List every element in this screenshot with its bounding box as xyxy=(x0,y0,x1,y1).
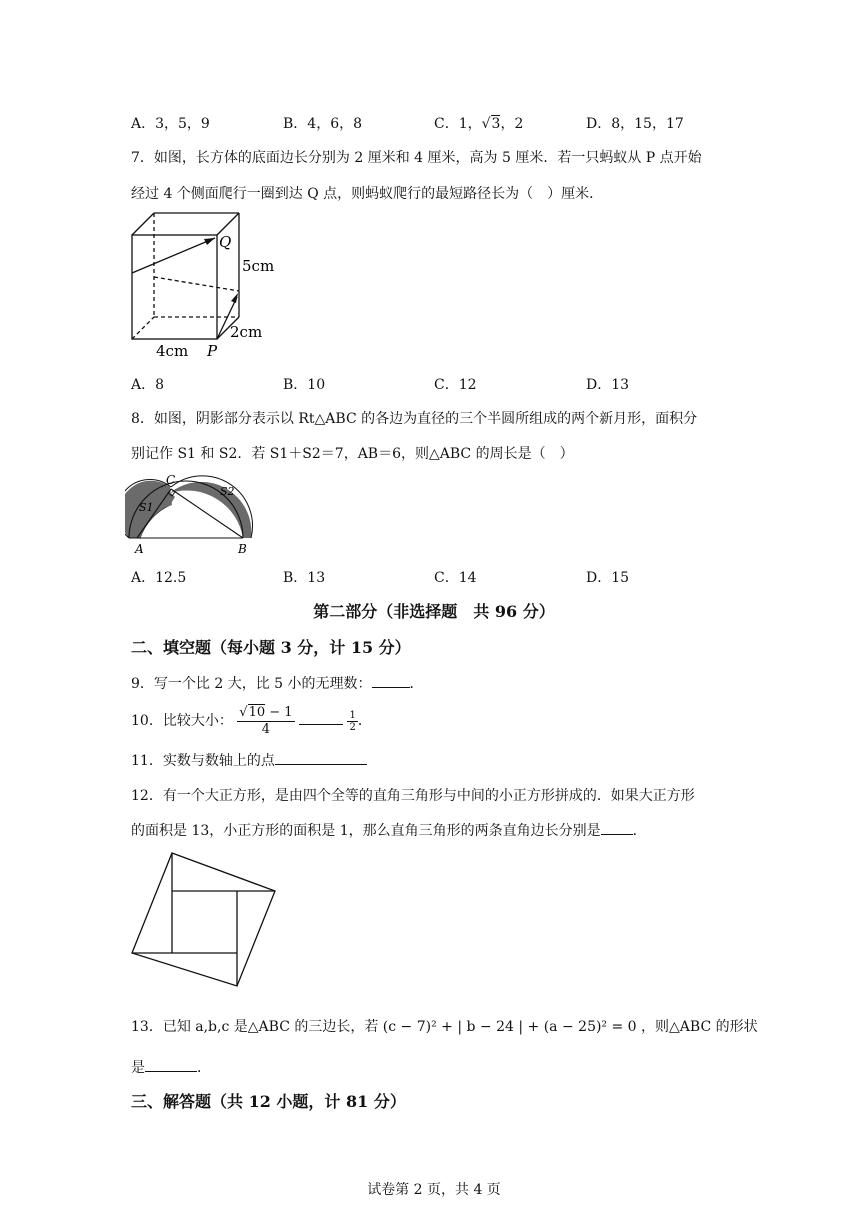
q10-half-den: 2 xyxy=(349,721,356,733)
section2-title: 二、填空题（每小题 3 分，计 15 分） xyxy=(131,638,411,657)
q7-line2: 经过 4 个侧面爬行一圈到达 Q 点，则蚂蚁爬行的最短路径长为（ ）厘米． xyxy=(131,186,604,202)
q11-answer-blank xyxy=(275,750,367,765)
q8-line2: 别记作 S1 和 S2．若 S1＋S2＝7，AB＝6，则△ABC 的周长是（ ） xyxy=(131,446,574,462)
q13-line2: 是 ． xyxy=(131,1057,211,1078)
q6-option-c-sqrt: 3 xyxy=(491,116,501,132)
q7-label-p: P xyxy=(207,342,218,360)
q7-label-height: 5cm xyxy=(242,257,275,275)
part2-title: 第二部分（非选择题 共 96 分） xyxy=(313,602,555,621)
q7-label-width: 2cm xyxy=(230,323,263,341)
q8-option-b: B．13 xyxy=(283,570,326,586)
q8-line1: 8．如图，阴影部分表示以 Rt△ABC 的各边为直径的三个半圆所组成的两个新月形，面积分 xyxy=(131,411,698,427)
q8-label-s2: S2 xyxy=(220,485,235,498)
q12-line2: 的面积是 13，小正方形的面积是 1，那么直角三角形的两条直角边长分别是 ． xyxy=(131,820,647,841)
q12-line2-text: 的面积是 13，小正方形的面积是 1，那么直角三角形的两条直角边长分别是 xyxy=(131,823,601,839)
q8-crescent-figure xyxy=(125,465,260,557)
q8-label-s1: S1 xyxy=(139,501,154,514)
q6-option-d: D．8，15，17 xyxy=(586,116,684,132)
q12-answer-blank xyxy=(601,820,633,835)
page-footer: 试卷第 2 页，共 4 页 xyxy=(367,1182,501,1198)
q6-option-a: A．3，5，9 xyxy=(131,116,210,132)
q6-option-b: B．4，6，8 xyxy=(283,116,363,132)
q10-prefix: 10．比较大小： xyxy=(131,713,233,729)
q8-label-c: C xyxy=(166,473,176,487)
q10-denominator: 4 xyxy=(261,721,271,737)
q10-num-tail: − 1 xyxy=(265,704,293,720)
q8-label-b: B xyxy=(238,542,247,556)
q13-line2-text: 是 xyxy=(131,1060,145,1076)
q10-half-num: 1 xyxy=(349,709,356,721)
q7-option-b: B．10 xyxy=(283,377,326,393)
q10-sqrt-value: 10 xyxy=(248,704,266,720)
q7-label-length: 4cm xyxy=(156,342,189,360)
q11-text: 11．实数与数轴上的点 xyxy=(131,753,275,769)
q7-label-q: Q xyxy=(219,233,232,251)
q7-option-d: D．13 xyxy=(586,377,630,393)
q8-option-c: C．14 xyxy=(434,570,477,586)
q13-answer-blank xyxy=(145,1057,197,1072)
q10-fraction-left: $\frac{√10 - 1}{4}$ xyxy=(239,704,293,737)
q6-option-c-text: C．1， xyxy=(434,116,482,132)
section3-title: 三、解答题（共 12 小题，计 81 分） xyxy=(131,1092,406,1111)
q9-answer-blank xyxy=(372,673,410,688)
q7-option-c: C．12 xyxy=(434,377,477,393)
q12-square-figure xyxy=(125,848,280,993)
q9-text: 9．写一个比 2 大，比 5 小的无理数： xyxy=(131,676,372,692)
q8-label-a: A xyxy=(135,542,144,556)
q7-option-a: A．8 xyxy=(131,377,165,393)
q10-answer-blank xyxy=(299,710,343,725)
q6-option-c: C．1，√3，2 xyxy=(434,116,524,132)
q9-line: 9．写一个比 2 大，比 5 小的无理数： ． xyxy=(131,673,424,694)
q13-line1: 13．已知 a,b,c 是△ABC 的三边长，若 (c − 7)² + | b − 24 | + (a − 25)² = 0 ，则△ABC 的形状 xyxy=(131,1019,758,1035)
q8-option-a: A．12.5 xyxy=(131,570,187,586)
q8-option-d: D．15 xyxy=(586,570,630,586)
q7-line1: 7．如图，长方体的底面边长分别为 2 厘米和 4 厘米，高为 5 厘米．若一只蚂蚁从 P 点开始 xyxy=(131,150,702,166)
q6-option-c-tail: ，2 xyxy=(500,116,524,132)
q11-line xyxy=(131,750,367,771)
q10-fraction-right xyxy=(347,710,357,733)
q7-cuboid-figure xyxy=(120,205,290,365)
q10-line: 10．比较大小： $\frac{√10 - 1}{4}$ $\frac{1}{2}$ ． xyxy=(131,704,372,737)
q12-line1: 12．有一个大正方形，是由四个全等的直角三角形与中间的小正方形拼成的．如果大正方形 xyxy=(131,788,695,804)
